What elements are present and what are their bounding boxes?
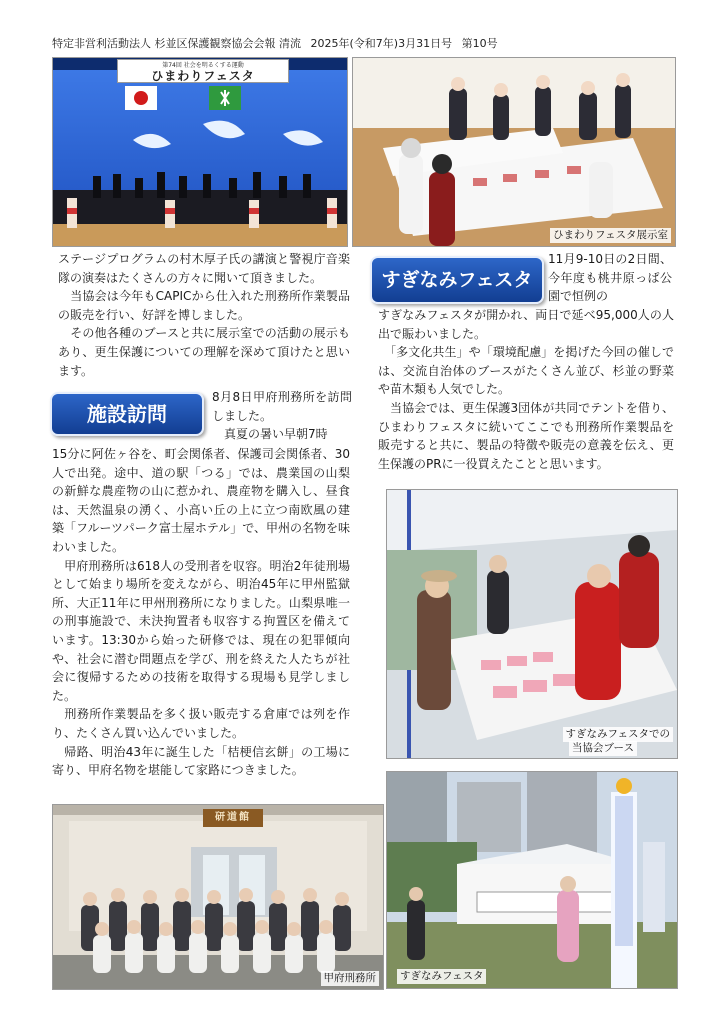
intro-paragraph: ステージプログラムの村木厚子氏の講演と警視庁音楽隊の演奏はたくさんの方々に聞いて頂きました。 当協会は今年もCAPICから仕入れた刑務所作業製品の販売を行い、好評を博しました。 その他各種のブースと共に展示室での活動の展示もあり、更生保護についての理解を深めて頂けたと思います。 — [58, 252, 350, 378]
intro-text — [58, 250, 350, 380]
booth-photo — [386, 489, 678, 759]
festa-body — [378, 306, 674, 473]
booth-photo-image — [387, 490, 677, 758]
organization-name: 特定非営利活動法人 杉並区保護観察協会会報 清流 — [52, 37, 301, 50]
booth-caption-line1: すぎなみフェスタでの — [563, 727, 673, 742]
prison-signboard: 研道館 — [203, 809, 263, 827]
festa-lead — [548, 250, 672, 306]
tent-photo-image — [387, 772, 677, 988]
tent-caption: すぎなみフェスタ — [397, 969, 486, 984]
stage-banner — [117, 59, 289, 83]
prison-group-photo-image — [53, 805, 383, 989]
stage-photo — [52, 57, 348, 247]
stage-banner-title: ひまわりフェスタ — [151, 69, 255, 83]
exhibit-photo-image — [353, 58, 675, 246]
festa-lead-text: 11月9-10日の2日間、今年度も桃井原っぱ公園で恒例の — [548, 252, 672, 304]
stage-banner-subtitle: 第74回 社会を明るくする運動 — [162, 62, 244, 69]
exhibit-photo — [352, 57, 676, 247]
stage-photo-image — [53, 58, 347, 246]
prison-group-photo — [52, 804, 384, 990]
visit-body-text: 15分に阿佐ヶ谷を、町会関係者、保護司会関係者、30人で出発。途中、道の駅「つる」では、農業国の山梨の新鮮な農産物の山に惹かれ、農産物を購入し、昼食は、天然温泉の湧く、小高い丘の上に立つ南欧風の建築「フルーツパーク富士屋ホテル」で、甲州の名物を味わいました。 甲府刑務所は618人の受刑者を収容。明治2年徒刑場として始まり場所を変えながら、明治45年に甲州監獄所、大正11年に甲州刑務所になりました。山梨県唯一の刑事施設で、未決拘置者も収容する拘置区を備えています。13:30から始った研修では、現在の犯罪傾向や、社会に潜む問題点を学び、刑を終えた人たちが社会に復帰するための技術を取得する現場も見学しました。 刑務所作業製品を多く扱い販売する倉庫では列を作り、たくさん買い込んでいました。 帰路、明治43年に誕生した「桔梗信玄餅」の工場に寄り、甲府名物を堪能して家路につきました。 — [52, 447, 350, 778]
prison-group-caption: 甲府刑務所 — [321, 971, 380, 986]
visit-body — [52, 445, 350, 780]
exhibit-caption: ひまわりフェスタ展示室 — [550, 228, 671, 243]
visit-lead — [212, 388, 352, 444]
issue-number: 第10号 — [461, 37, 498, 50]
newsletter-header — [52, 36, 672, 52]
issue-date: 2025年(令和7年)3月31日号 — [310, 37, 453, 50]
visit-lead-text: 8月8日甲府刑務所を訪問しました。 真夏の暑い早朝7時 — [212, 390, 352, 442]
booth-caption-line2: 当協会ブース — [569, 741, 637, 756]
suginami-festa-heading: すぎなみフェスタ — [370, 256, 544, 304]
tent-photo — [386, 771, 678, 989]
festa-body-text: すぎなみフェスタが開かれ、両日で延べ95,000人の人出で賑わいました。 「多文化共生」や「環境配慮」を掲げた今回の催しでは、交流自治体のブースがたくさん並び、杉並の野菜や苗木類も人気でした。 当協会では、更生保護3団体が共同でテントを借り、ひまわりフェスタに続いてここでも刑務所作業製品を販売すると共に、製品の特徴や販売の意義を伝え、更生保護のPRに一役買えたことと思います。 — [378, 308, 674, 471]
facility-visit-heading: 施設訪問 — [50, 392, 204, 436]
